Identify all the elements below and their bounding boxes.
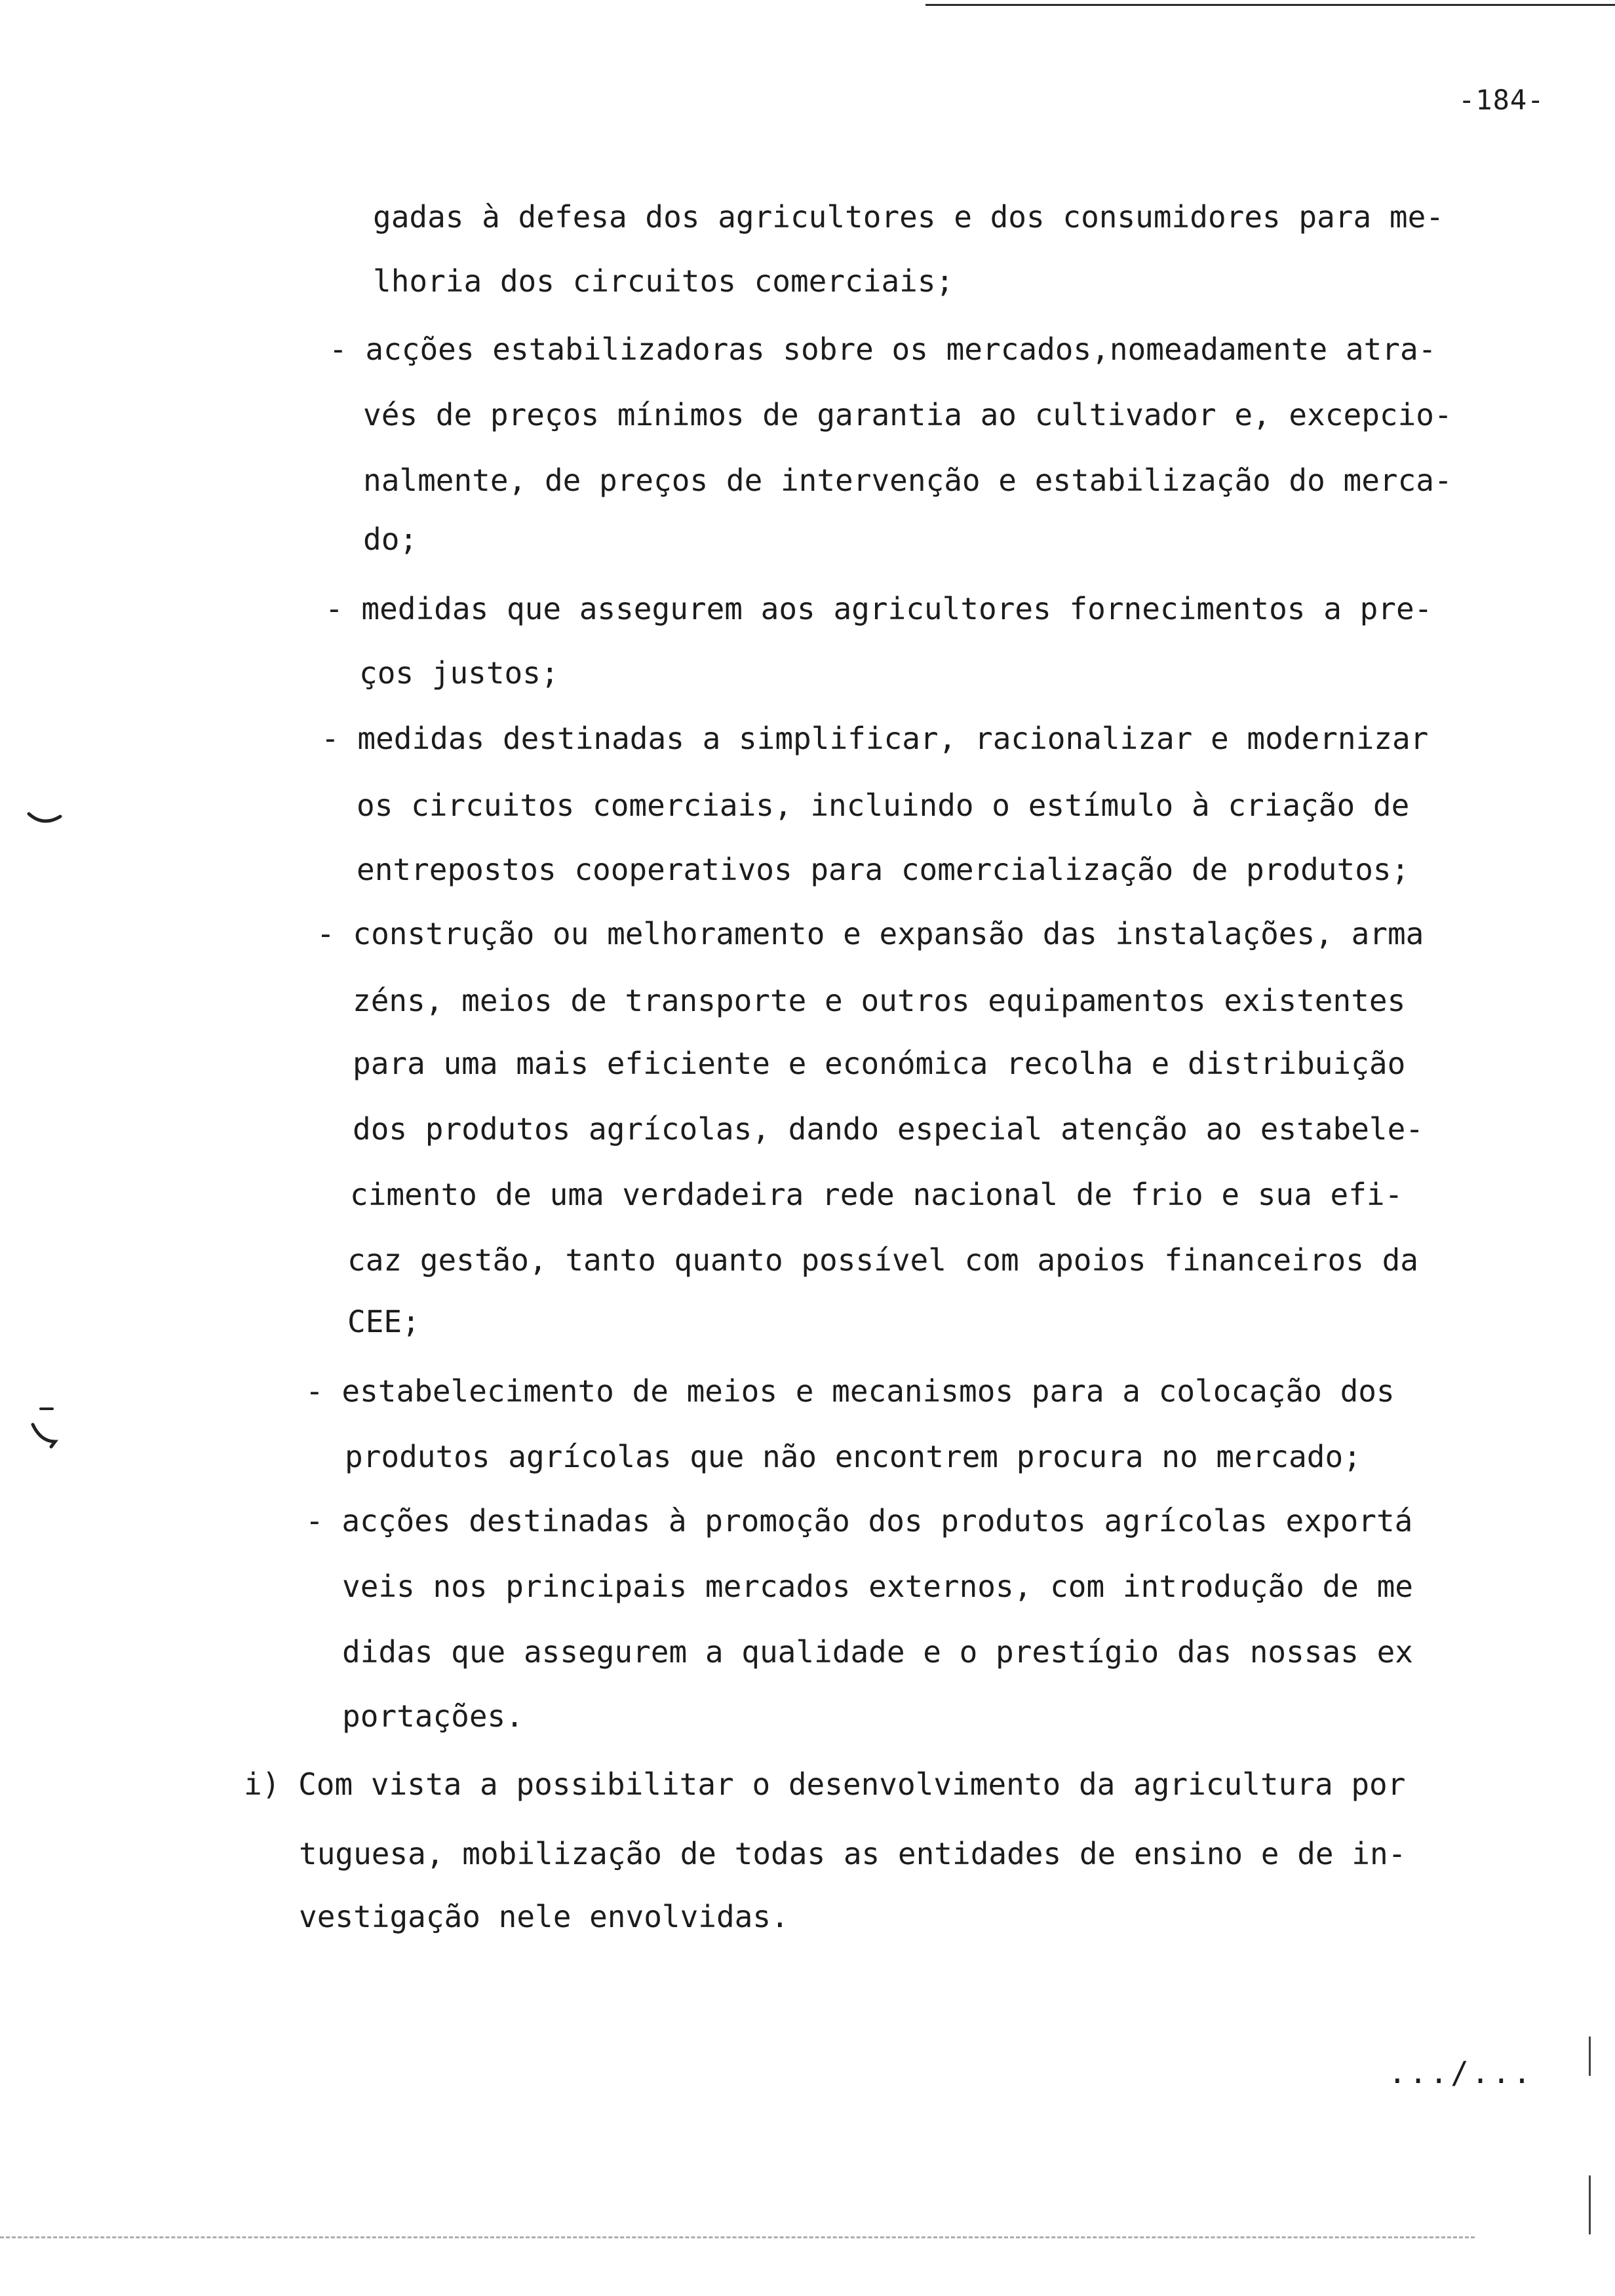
punch-hole-mark <box>26 807 66 833</box>
text-line: para uma mais eficiente e económica recolha e distribuição <box>353 1046 1406 1081</box>
text-line: CEE; <box>347 1304 420 1339</box>
text-line: - construção ou melhoramento e expansão das instalações, arma <box>317 916 1424 951</box>
text-line: nalmente, de preços de intervenção e estabilização do merca- <box>363 463 1452 498</box>
text-line: lhoria dos circuitos comerciais; <box>373 263 954 299</box>
text-line: i) Com vista a possibilitar o desenvolvimento da agricultura por <box>244 1767 1406 1802</box>
text-line: cimento de uma verdadeira rede nacional de frio e sua efi- <box>350 1177 1403 1212</box>
continuation-mark: .../... <box>1388 2055 1534 2090</box>
edge-mark <box>1589 2175 1591 2234</box>
text-line: do; <box>363 522 418 557</box>
text-line: entrepostos cooperativos para comercialização de produtos; <box>357 852 1410 887</box>
page-number: -184- <box>1458 84 1545 116</box>
text-line: - estabelecimento de meios e mecanismos para a colocação dos <box>305 1373 1395 1409</box>
text-line: vés de preços mínimos de garantia ao cultivador e, excepcio- <box>363 397 1452 432</box>
punch-hole-mark <box>29 1405 68 1451</box>
text-line: didas que assegurem a qualidade e o prestígio das nossas ex <box>342 1634 1413 1670</box>
text-line: tuguesa, mobilização de todas as entidades de ensino e de in- <box>299 1836 1407 1871</box>
text-line: ços justos; <box>359 655 559 691</box>
top-rule <box>925 4 1615 6</box>
text-line: vestigação nele envolvidas. <box>299 1899 789 1934</box>
text-line: zéns, meios de transporte e outros equipamentos existentes <box>353 983 1406 1018</box>
text-line: os circuitos comerciais, incluindo o estímulo à criação de <box>357 788 1410 823</box>
text-line: produtos agrícolas que não encontrem procura no mercado; <box>345 1439 1361 1474</box>
text-line: - acções destinadas à promoção dos produtos agrícolas exportá <box>305 1503 1413 1539</box>
text-line: gadas à defesa dos agricultores e dos consumidores para me- <box>373 199 1444 235</box>
text-line: - medidas destinadas a simplificar, racionalizar e modernizar <box>321 721 1429 756</box>
text-line: - medidas que assegurem aos agricultores fornecimentos a pre- <box>325 591 1433 626</box>
bottom-rule <box>0 2236 1475 2238</box>
text-line: dos produtos agrícolas, dando especial atenção ao estabele- <box>353 1111 1424 1147</box>
text-line: veis nos principais mercados externos, com introdução de me <box>342 1569 1413 1604</box>
text-line: - acções estabilizadoras sobre os mercados,nomeadamente atra- <box>329 332 1437 367</box>
text-line: caz gestão, tanto quanto possível com apoios financeiros da <box>347 1242 1418 1278</box>
text-line: portações. <box>342 1698 524 1734</box>
edge-mark <box>1589 2037 1591 2076</box>
